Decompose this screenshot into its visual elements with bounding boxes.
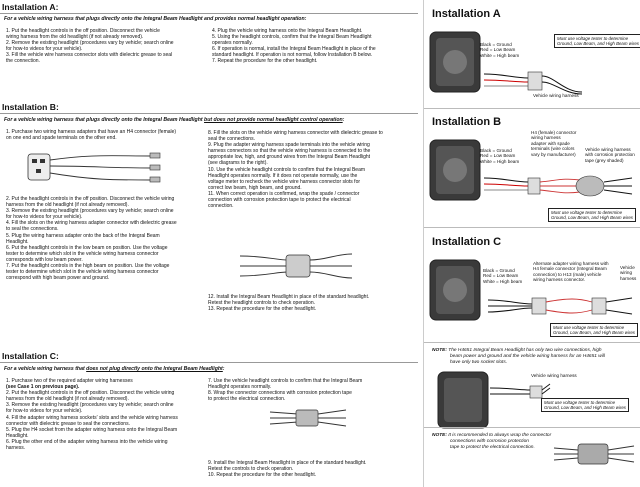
step-text: 6. Put the headlight controls in the low beam on position. Use the voltage (6, 244, 168, 251)
installation-b-steps-left (6, 196, 177, 281)
step-text: to seal the connections. (6, 226, 59, 233)
panel-a-title: Installation A (432, 8, 501, 20)
panel-b-vehicle-label (585, 147, 635, 163)
note-text: Must use voltage tester to determine (553, 325, 625, 330)
installation-c-steps-right-bottom (208, 460, 366, 478)
note-text: Ground, Low Beam, and High Beam wires (553, 330, 635, 335)
step-text: 8. Fill the slots on the vehicle wiring harness connector with dielectric grease to (208, 130, 383, 136)
step-text: 4. Plug the vehicle wiring harness onto the Integral Beam Headlight. (212, 28, 363, 34)
vehicle-label: tape (grey shaded) (585, 157, 624, 163)
note-text: It is recommended to always wrap the connector (448, 433, 552, 438)
note-text: Must use voltage tester to determine (557, 36, 629, 41)
step-text: 7. Repeat the procedure for the other headlight. (212, 58, 318, 65)
step-text: tester to determine which slot in the vehicle wiring harness connector (6, 250, 159, 257)
step-text: tester to determine which slot in the vehicle wiring harness connector (6, 269, 159, 276)
wire-label: Red = Low Beam (483, 273, 519, 279)
panel-c-title: Installation C (432, 236, 502, 248)
lead-text: For a vehicle wiring harness that (4, 366, 87, 372)
step-text: harness. (6, 445, 26, 452)
step-text: harness from the old headlight (if not already removed). (6, 396, 129, 403)
step-text: the connection. (6, 58, 40, 65)
vehicle-label: Vehicle (620, 265, 635, 270)
step-text: 2. Remove the existing headlight (procedures vary by vehicle; search online (6, 40, 174, 47)
step-text: standard headlight. If operation is not normal, follow Installation B below. (212, 52, 373, 59)
adapter-label: Alternate adapter wiring harness with (533, 261, 609, 266)
adapter-label: wiring harness (531, 135, 561, 141)
step-text: 7. Put the headlight controls in the high beam on position. Use the voltage (6, 263, 170, 270)
panel-b-wiring (484, 168, 634, 204)
lead-text: : (222, 366, 225, 372)
step-text: Headlight. (6, 238, 29, 245)
note-text: The H4651 Integral Beam Headlight has only two wire connections, high (448, 348, 602, 353)
step-text: harness connectors so that the vehicle wiring harness is connected to the (208, 148, 371, 155)
step-text: 12. Install the Integral Beam Headlight in place of the standard headlight. (208, 294, 370, 300)
column-divider (423, 0, 424, 487)
step-text: Retest the headlight controls to check operation. (208, 300, 316, 307)
divider (424, 227, 640, 228)
step-text: corresponds with low beam power. (6, 256, 83, 263)
step-text: Retest the controls to check operation. (208, 466, 294, 473)
installation-c-steps-right-top (208, 378, 362, 402)
divider (0, 13, 418, 14)
wire-label: White = High beam (480, 158, 520, 164)
step-text: 10. Repeat the procedure for the other headlight. (208, 472, 317, 479)
note-text: beam power and ground and the vehicle wiring harness for an H4651 will (450, 353, 605, 359)
headlight-b-illustration (428, 136, 484, 206)
note-text: Must use voltage tester to determine (551, 210, 623, 215)
step-text: 9. Plug the adapter wiring harness spade terminals into the vehicle wiring (208, 142, 370, 149)
note-text: Ground, Low Beam, and High Beam wires (557, 41, 639, 46)
note-text: Ground, Low Beam, and High Beam wires (544, 405, 626, 410)
step-text: Headlight operates normally. If it does not operate normally, use the (208, 172, 358, 179)
vehicle-label: with corrosion protection (585, 152, 635, 158)
corrosion-tape-illustration (552, 436, 636, 472)
step-text: for how-to videos for your vehicle). (6, 408, 83, 415)
adapter-label: vary by manufacturer) (531, 151, 576, 157)
panel-c-wire-legend (483, 268, 522, 284)
installation-b-steps-right-top (208, 130, 383, 209)
panel-c-note (550, 323, 638, 337)
panel-b-title: Installation B (432, 116, 502, 128)
lead-underlined: does not plug directly onto the Integral Beam Headlight (86, 366, 223, 372)
wire-label: White = High beam (483, 278, 523, 284)
step-text: 6. If operation is normal, install the Integral Beam Headlight in place of the (212, 46, 376, 53)
installation-a-steps-left (6, 28, 174, 65)
step-text: 7. Use the vehicle headlight controls to confirm that the Integral Beam (208, 378, 363, 384)
taped-connector-illustration (268, 404, 348, 432)
panel-b-note (548, 208, 636, 222)
step-text: 9. Install the Integral Beam Headlight in place of the standard headlight. (208, 460, 367, 466)
wire-label: Black = Ground (480, 148, 512, 153)
headlight-c-illustration (428, 256, 484, 326)
panel-c-adapter-label (533, 261, 609, 283)
step-text: appropriate low, high, and ground wires from the Integral Beam Headlight (208, 154, 371, 161)
headlight-a-illustration (428, 28, 484, 98)
vehicle-label: harness (620, 275, 637, 281)
adapter-label: H4 female connector (Integral Beam (533, 266, 607, 272)
note-text: connections with corrosion protection (450, 439, 529, 444)
step-text: connection with corrosion protection tape to protect the electrical (208, 197, 351, 204)
vehicle-label: wiring (620, 270, 632, 276)
installation-b-lead (4, 117, 344, 123)
step-text: seal the connections. (208, 136, 255, 143)
adapter-harness-illustration (22, 146, 182, 192)
step-text: 3. Fill the vehicle wire harness connector slots with dielectric grease to seal (6, 52, 173, 59)
step-text: correspond with high beam power and ground. (6, 275, 110, 282)
step-text: 10. Use the vehicle headlight controls to confirm that the Integral Beam (208, 166, 366, 173)
spade-connection-illustration (236, 246, 356, 286)
step-text: correct low beam, high beam, and ground. (208, 184, 302, 191)
step-text: Headlight operates normally. (208, 384, 272, 391)
installation-c-title: Installation C: (2, 351, 59, 361)
step-text: 4. Fill the slots on the wiring harness adapter connector with dielectric grease (6, 220, 177, 227)
adapter-label: terminals (wire colors (531, 146, 575, 152)
wire-label: Red = Low Beam (480, 153, 516, 159)
panel-c-wiring (488, 292, 634, 320)
panel-a-note (554, 34, 640, 48)
step-text: Headlight. (6, 432, 29, 439)
panel-b-wire-legend (480, 148, 519, 164)
h4651-note (432, 348, 605, 365)
step-text: 8. Wrap the connector connections with corrosion protection tape (208, 390, 352, 397)
divider (424, 342, 640, 343)
divider (0, 362, 418, 363)
step-text: (see Case 1 on previous page). (6, 384, 80, 391)
step-text: 4. Fill the adapter wiring harness sockets' slots and the vehicle wiring harness (6, 414, 178, 421)
adapter-label: wiring harness connector. (533, 277, 586, 283)
wire-label: Red = Low Beam (480, 47, 516, 53)
step-text: 11. When correct operation is confirmed, wrap the spade / connector (208, 190, 360, 197)
step-text: (see diagrams to the right). (208, 160, 268, 167)
corrosion-note (432, 433, 551, 451)
headlight-h4651-illustration (436, 368, 492, 432)
step-text: 2. Put the headlight controls in the off position. Disconnect the vehicle wiring (6, 196, 175, 202)
h4651-voltage-note (541, 398, 629, 412)
lead-text: : (342, 117, 345, 123)
installation-a-steps-right (212, 28, 376, 65)
adapter-label: connection) to H13 (male) vehicle (533, 271, 602, 277)
step-text: 6. Plug the other end of the adapter wiring harness into the vehicle wiring (6, 438, 168, 445)
installation-a-title: Installation A: (2, 2, 59, 12)
step-text: connector with dielectric grease to seal the connections. (6, 420, 130, 427)
installation-b-steps-left-top (6, 129, 176, 141)
installation-a-section (2, 2, 422, 12)
step-text: on one end and spade terminals on the other end. (6, 135, 117, 142)
panel-b-adapter-label (531, 130, 576, 157)
vehicle-label: Vehicle wiring harness (585, 147, 631, 152)
step-text: 5. Plug the H4 socket from the adapter wiring harness onto the Integral Beam (6, 426, 178, 433)
step-text: 1. Put the headlight controls in the off position. Disconnect the vehicle (6, 28, 160, 34)
step-text: connection. (208, 203, 234, 210)
panel-a-wire-legend (480, 42, 519, 58)
note-text: Ground, Low Beam, and High Beam wires (551, 215, 633, 220)
divider (0, 113, 418, 114)
step-text: 5. Plug the wiring harness adapter onto the back of the Integral Beam (6, 232, 160, 239)
note-text: have only two socket slots. (450, 359, 508, 365)
step-text: operates normally. (212, 40, 253, 47)
step-text: for how-to videos for your vehicle). (6, 46, 83, 53)
step-text: 5. Using the headlight controls, confirm that the Integral Beam Headlight (212, 34, 372, 41)
installation-b-steps-right-bottom (208, 294, 369, 312)
installation-a-lead: For a vehicle wiring harness that plugs directly onto the Integral Beam Headlight and provides normal headlight operation: (4, 16, 307, 22)
lead-underlined: but does not provide normal headlight control operation (204, 117, 343, 123)
step-text: harness from the old headlight (if not already removed). (6, 202, 129, 209)
panel-a-vehicle-label: Vehicle wiring harness (533, 93, 579, 98)
adapter-label: H4 (female) connector (531, 130, 577, 135)
wire-label: Black = Ground (483, 268, 515, 273)
divider (424, 108, 640, 109)
step-text: 3. Remove the existing headlight (procedures vary by vehicle; search online (6, 402, 174, 409)
divider (424, 427, 640, 428)
step-text: to protect the electrical connection. (208, 396, 286, 403)
installation-c-steps-left (6, 378, 178, 451)
lead-text: For a vehicle wiring harness that plugs directly onto the Integral Beam Headlight (4, 117, 205, 123)
step-text: 2. Put the headlight controls in the off position. Disconnect the vehicle wiring (6, 390, 175, 397)
note-label: NOTE: (432, 433, 447, 438)
step-text: 1. Purchase two wiring harness adapters that have an H4 connector (female) (6, 129, 177, 135)
step-text: 13. Repeat the procedure for the other headlight. (208, 306, 317, 313)
note-label: NOTE: (432, 348, 447, 353)
note-text: tape to protect the electrical connection. (450, 445, 535, 450)
installation-b-title: Installation B: (2, 102, 59, 112)
step-text: 3. Remove the existing headlight (procedures vary by vehicle; search online (6, 208, 174, 215)
step-text: 1. Purchase two of the required adapter wiring harnesses (6, 378, 133, 384)
installation-c-lead (4, 366, 225, 372)
note-text: Must use voltage tester to determine (544, 400, 616, 405)
wire-label: White = High beam (480, 52, 520, 58)
step-text: wiring harness from the old headlight (if not already removed). (6, 34, 144, 41)
wire-label: Black = Ground (480, 42, 512, 47)
adapter-label: adapter with spade (531, 140, 570, 146)
panel-c-vehicle-label (620, 265, 636, 281)
h4651-vehicle-label: Vehicle wiring harness (531, 373, 577, 378)
step-text: for how-to videos for your vehicle). (6, 214, 83, 221)
step-text: voltage meter to recheck the vehicle wire harness connector slots for (208, 178, 361, 185)
